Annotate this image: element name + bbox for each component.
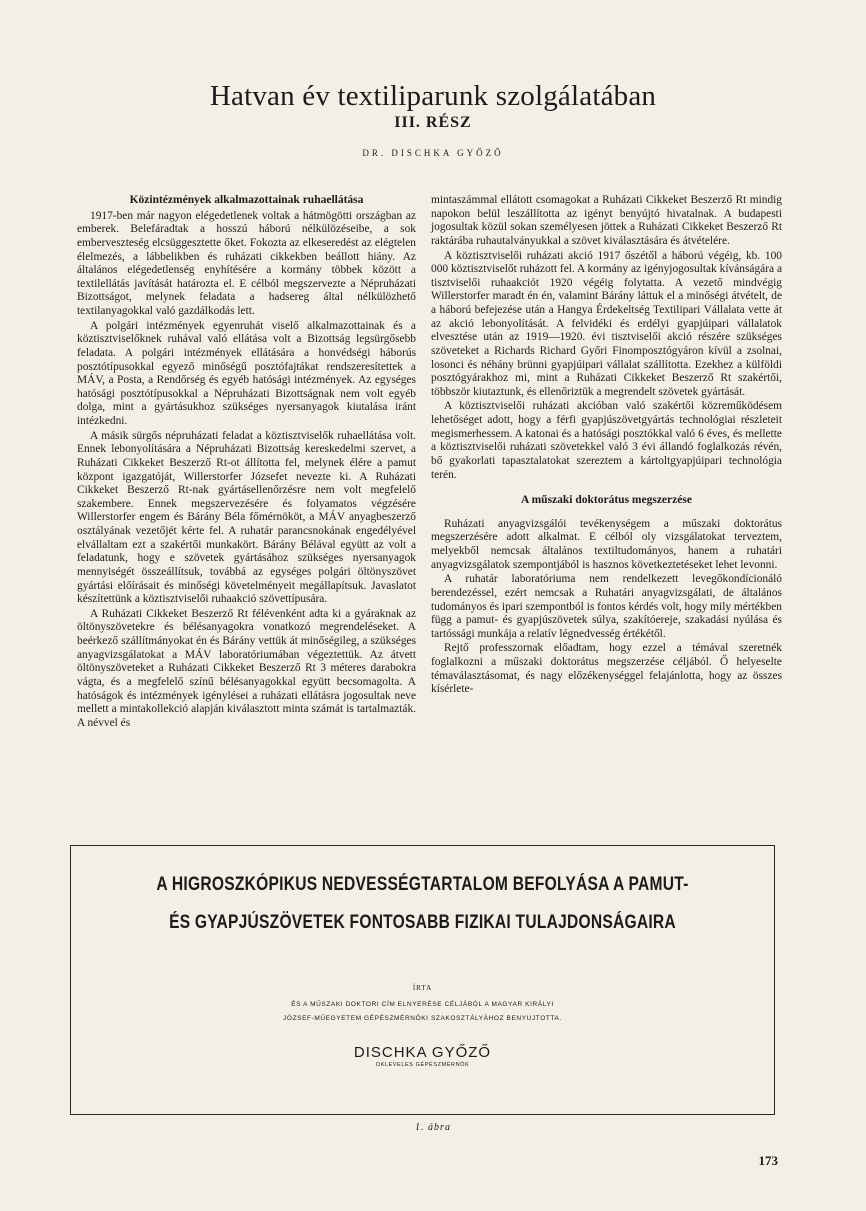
page-number: 173 (758, 1153, 778, 1168)
figure-text-line-1: ÉS A MŰSZAKI DOKTORI CÍM ELNYERÉSE CÉLJÁBÓL A MAGYAR KIRÁLYI (291, 1001, 554, 1008)
figure-title-line-2: ÉS GYAPJÚSZÖVETEK FONTOSABB FIZIKAI TULAJDONSÁGAIRA (169, 912, 676, 933)
section-heading: A műszaki doktorátus megszerzése (521, 494, 692, 507)
section-heading: Közintézmények alkalmazottainak ruhaellátása (129, 194, 364, 206)
paragraph: A másik sürgős népruházati feladat a köztisztviselők ruhaellátása volt. Ennek lebonyolítására a Népruházati Bizottság kereskedelmi szervet, a Ruházati Cikkeket Beszerző Rt-ot állította fel, melynek élére a pamut központ igazgatóját, Willerstorfer Józsefet nevezte ki. A Ruházati Cikkeket Beszerző Rt-nak gyártásellenőrzésre nem volt megfelelő szakembere. Ennek megszervezésére és folyamatos végzésére Willerstorfer engem és Bárány Béla főmérnököt, a MÁV anyagbeszerző osztályának vezetőjét kérte fel. A ruhatár parancsnokának engedélyével elvállaltam ezt a szakértői munkakört. Bárány Bélával együtt az volt a feladatunk, hogy e szövetek gyártásához szükséges nyersanyagok mennyiségét összeállítsuk, továbbá az egységes polgári öltönyszövet gyártási előírásait és minőségi követelményeit megállapítsuk. Javaslatot készítettünk a köztisztviselői ruhaakció szövettípusára. (77, 429, 416, 606)
figure-caption: 1. ábra (415, 1122, 451, 1133)
left-column (77, 194, 416, 731)
paragraph: Ruházati anyagvizsgálói tevékenységem a műszaki doktorátus megszerzésére adott alkalmat. E célból oly vizsgálatokat terveztem, melyekből nemcsak általános textiltudományos, hanem a ruhatári anyagvizsgálatok szempontjából is hasznos következtetéseket lehet levonni. (431, 517, 782, 571)
paragraph: A polgári intézmények egyenruhát viselő alkalmazottainak és a köztisztviselőknek ruhával való ellátása volt a Bizottság legsürgősebb feladata. A polgári intézmények ellátására a honvédségi háborús posztótípusokkal egyező minőségű posztófajtákat rendszeresítettek a MÁV, a Posta, a Rendőrség és egyéb hatósági intézmények. Az egységes hatósági posztótípusokkal a Népruházati Bizottságnak nem volt egyéb dolga, mint a gyártásukhoz szükséges nyersanyagok kiutalása iránt intézkedni. (77, 319, 416, 427)
thesis-title-page-figure (70, 845, 775, 1115)
figure-text-line-2: JÓZSEF-MŰEGYETEM GÉPÉSZMÉRNÖKI SZAKOSZTÁLYÁHOZ BENYUJTOTTA. (283, 1015, 562, 1022)
paragraph: A köztisztviselői ruházati akcióban való szakértői közreműködésem lehetőséget adott, hogy a férfi gyapjúszövetgyártás technológiai részleteit megismerhessem. A katonai és a hatósági posztókkal való 6 éves, és mellette a köztisztviselői ruházati szövetekkel való 3 évi állandó foglalkozás révén, bő gyakorlati tapasztalatokat szereztem a kártoltgyapjúipari technológia terén. (431, 400, 782, 481)
figure-title-line-1: A HIGROSZKÓPIKUS NEDVESSÉGTARTALOM BEFOLYÁSA A PAMUT- (156, 874, 689, 895)
paragraph: A Ruházati Cikkeket Beszerző Rt félévenként adta ki a gyáraknak az öltönyszövetekre és bélésanyagokra vonatkozó megrendeléseket. A beérkező szállítmányokat én és Bárány vettük át minőségileg, a szükséges anyagvizsgálatokat a MÁV laboratóriumában végeztettük. Az átvett öltönyszöveteket a Ruházati Cikkeket Beszerző Rt 3 méteres darabokra vágta, és a megfelelő színű bélésanyagokkal együtt becsomagolta. A hatóságok és intézmények igénylései a ruházati ellátásra jogosultak neve mellett a mintakollekció alapján kiválasztott minta számát is tartalmazták. A névvel és (77, 607, 416, 729)
figure-author-name: DISCHKA GYŐZŐ (353, 1044, 492, 1061)
figure-author-degree: OKLEVELES GÉPÉSZMÉRNÖK (375, 1062, 470, 1068)
right-column (431, 194, 782, 698)
paragraph: 1917-ben már nagyon elégedetlenek voltak a hátmögötti országban az emberek. Belefáradtak a hosszú háború nélkülözéseibe, a sok emberveszteség elcsüggesztette őket. Fokozta az elkeseredést az elégtelen élelmezés, a lábbelikben és ruházati cikkekben beállott hiány. Az általános elégedetlenség enyhítésére a kormány többek között a textilellátás javítását határozta el. E célból megszervezte a Népruházati Bizottságot, melynek feladata a hadsereg által nélkülözhető textilanyagokkal való gazdálkodás lett. (77, 209, 416, 317)
article-author: DR. DISCHKA GYŐZŐ (362, 148, 504, 158)
paragraph: mintaszámmal ellátott csomagokat a Ruházati Cikkeket Beszerző Rt mindig napokon belül leszállította az igényt benyújtó hivatalnak. A budapesti jogosultak közül sokan személyesen jöttek a Ruházati Cikkeket Beszerző Rt raktárába ruhautalványukkal a szövet kiválasztására és átvételére. (431, 194, 782, 247)
article-part: III. RÉSZ (394, 114, 472, 131)
paragraph: A ruhatár laboratóriuma nem rendelkezett levegőkondícionáló berendezéssel, ezért nemcsak a Ruhatári anyagvizsgálati, de általános tudományos és ipari szempontból is fontos kérdés volt, hogy mily mértékben függ a pamut- és gyapjúszövetek súlya, szakítóereje, szakadási nyúlása és tartóssági munkája a relatív légnedvesség értékétől. (431, 573, 782, 640)
paragraph: Rejtő professzornak előadtam, hogy ezzel a témával szeretnék foglalkozni a műszaki doktorátus megszerzése céljából. Ő helyeselte témaválasztásomat, és nagy előzékenységgel felajánlotta, hogy az összes kísérlete- (431, 642, 782, 696)
paragraph: A köztisztviselői ruházati akció 1917 őszétől a háború végéig, kb. 100 000 köztisztviselőt ruházott fel. A kormány az igényjogosultak kívánságára a tisztviselői ruhaakciót 1920 végéig folytatta. A vezető mindvégig Willerstorfer maradt én én, valamint Bárány láttuk el a minőségi átvételt, de a háború befejezése után a Hangya Érdekeltség Textilipari Vállalata vette át az akció lebonyolítását. A felvidéki és erdélyi gyapjúipari vállalatok elvesztése után az 1919—1920. évi tisztviselői akció részére szükséges szöveteket a Richards Richard Győri Finomposztógyáron kívül a zsolnai, losonci és néhány brünni gyapjúipari vállalat szállította. Ezekhez a külföldi posztógyárakhoz mi, mint a Ruházati Cikkeket Beszerző Rt szakértői, többször kiutaztunk, és ellenőriztük a megrendelt szövetek gyártását. (431, 249, 782, 398)
figure-irta: ÍRTA (412, 984, 433, 992)
article-title: Hatvan év textiliparunk szolgálatában (209, 80, 657, 112)
